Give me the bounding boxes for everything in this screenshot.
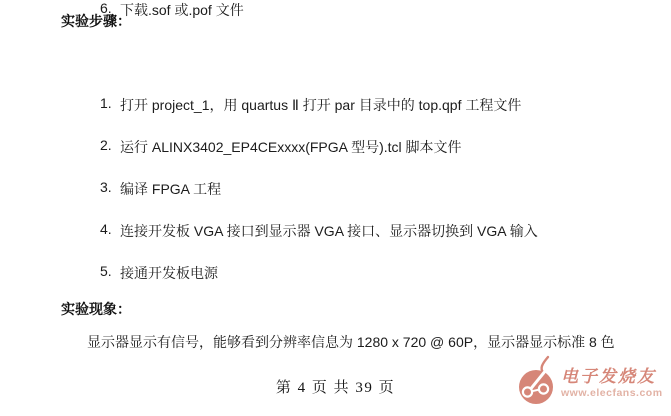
step-item-4 [100, 221, 538, 241]
steps-section-heading: 实验步骤： [61, 13, 131, 29]
step-number: 4. [100, 221, 112, 237]
result-section-heading: 实验现象： [61, 301, 131, 317]
step-number: 1. [100, 95, 112, 111]
step-text: 编译 FPGA 工程 [120, 181, 222, 197]
page-number-footer: 第 4 页 共 39 页 [275, 380, 396, 396]
step-item-3 [100, 179, 221, 199]
step-item-5 [100, 263, 218, 283]
step-text: 打开 project_1，用 quartus Ⅱ 打开 par 目录中的 top.qpf 工程文件 [120, 97, 522, 113]
step-text: 运行 ALINX3402_EP4CExxxx(FPGA 型号).tcl 脚本文件 [120, 139, 462, 155]
step-number: 5. [100, 263, 112, 279]
step-number: 2. [100, 137, 112, 153]
result-text: 显示器显示有信号，能够看到分辨率信息为 1280 x 720 @ 60P，显示器显示标准 8 色 [87, 334, 615, 350]
step-item-6 [100, 0, 244, 20]
step-text: 连接开发板 VGA 接口到显示器 VGA 接口、显示器切换到 VGA 输入 [120, 223, 538, 239]
watermark-brand-text: 电子发烧友 [561, 366, 656, 386]
step-item-2 [100, 137, 462, 157]
step-text: 接通开发板电源 [120, 265, 218, 281]
step-item-1 [100, 95, 521, 115]
step-number: 3. [100, 179, 112, 195]
step-number: 6. [100, 0, 112, 16]
step-text: 下载.sof 或.pof 文件 [120, 2, 244, 18]
watermark-url-text: www.elecfans.com [561, 386, 663, 399]
